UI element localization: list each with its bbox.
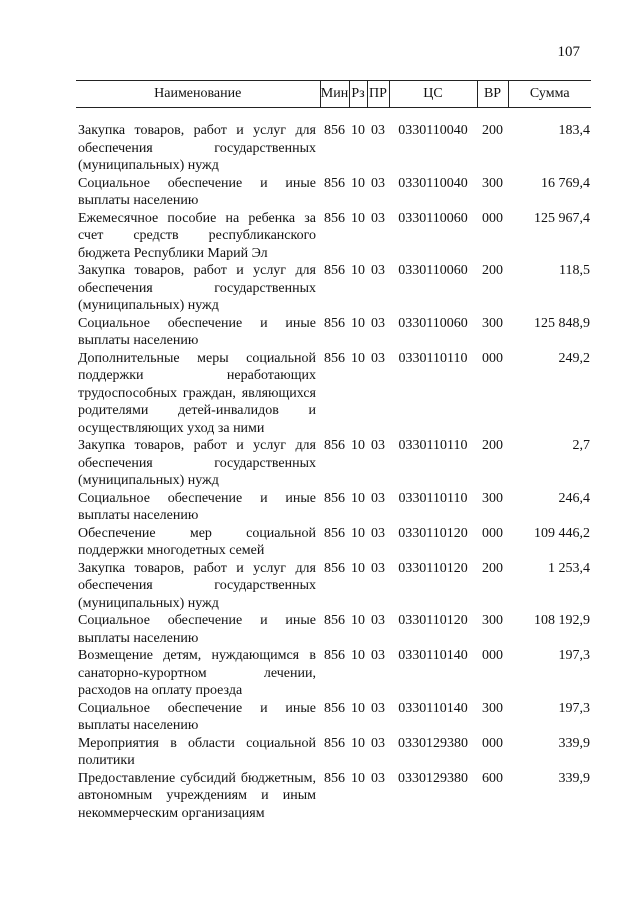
row-min: 856 bbox=[324, 175, 345, 191]
row-name: Закупка товаров, работ и услуг для обеспечения государственных (муниципальных) нужд bbox=[78, 438, 316, 488]
table-row bbox=[76, 525, 591, 560]
row-pr: 03 bbox=[371, 123, 385, 138]
row-rz: 10 bbox=[351, 700, 365, 716]
row-min: 856 bbox=[324, 560, 345, 576]
row-rz: 10 bbox=[351, 123, 365, 138]
row-sum: 197,3 bbox=[558, 700, 590, 716]
row-name: Закупка товаров, работ и услуг для обеспечения государственных (муниципальных) нужд bbox=[78, 263, 316, 313]
row-cs: 0330110060 bbox=[398, 315, 468, 331]
row-cs: 0330110040 bbox=[398, 175, 468, 191]
row-cs: 0330110060 bbox=[398, 263, 468, 278]
row-sum: 108 192,9 bbox=[534, 613, 590, 628]
row-name: Дополнительные меры социальной поддержки неработающих трудоспособных граждан, являющихся родителями детей-инвалидов и осуществляющих уход за ними bbox=[78, 350, 316, 436]
row-cs: 0330110120 bbox=[398, 613, 468, 628]
row-pr: 03 bbox=[371, 438, 385, 453]
table-row bbox=[76, 210, 591, 263]
row-pr: 03 bbox=[371, 175, 385, 191]
row-name: Предоставление субсидий бюджетным, автономным учреждениям и иным некоммерческим организациям bbox=[78, 770, 316, 821]
row-rz: 10 bbox=[351, 438, 365, 453]
row-sum: 183,4 bbox=[558, 123, 590, 138]
row-vr: 000 bbox=[482, 350, 503, 366]
row-vr: 300 bbox=[482, 700, 503, 716]
row-vr: 200 bbox=[482, 560, 503, 576]
table-row bbox=[76, 735, 591, 770]
row-name: Социальное обеспечение и иные выплаты населению bbox=[78, 490, 316, 523]
row-pr: 03 bbox=[371, 350, 385, 366]
row-sum: 249,2 bbox=[558, 350, 590, 366]
table-row bbox=[76, 437, 591, 490]
table-row bbox=[76, 490, 591, 525]
table-row bbox=[76, 560, 591, 613]
row-min: 856 bbox=[324, 613, 345, 628]
row-sum: 125 967,4 bbox=[534, 210, 590, 226]
row-rz: 10 bbox=[351, 525, 365, 541]
row-vr: 300 bbox=[482, 613, 503, 628]
row-name: Мероприятия в области социальной политики bbox=[78, 735, 316, 768]
row-rz: 10 bbox=[351, 175, 365, 191]
row-rz: 10 bbox=[351, 490, 365, 506]
row-cs: 0330110120 bbox=[398, 560, 468, 576]
row-pr: 03 bbox=[371, 560, 385, 576]
row-sum: 16 769,4 bbox=[541, 175, 590, 191]
row-cs: 0330110120 bbox=[398, 525, 468, 541]
row-name: Закупка товаров, работ и услуг для обеспечения государственных (муниципальных) нужд bbox=[78, 123, 316, 173]
row-min: 856 bbox=[324, 438, 345, 453]
row-pr: 03 bbox=[371, 770, 385, 786]
row-min: 856 bbox=[324, 350, 345, 366]
row-vr: 300 bbox=[482, 315, 503, 331]
row-pr: 03 bbox=[371, 210, 385, 226]
header-rz: Рз bbox=[349, 81, 367, 108]
row-rz: 10 bbox=[351, 648, 365, 663]
table-row bbox=[76, 700, 591, 735]
row-vr: 000 bbox=[482, 648, 503, 663]
row-cs: 0330129380 bbox=[398, 770, 468, 786]
row-name: Социальное обеспечение и иные выплаты населению bbox=[78, 613, 316, 646]
row-cs: 0330129380 bbox=[398, 735, 468, 751]
row-name: Социальное обеспечение и иные выплаты населению bbox=[78, 700, 316, 733]
row-rz: 10 bbox=[351, 263, 365, 278]
row-pr: 03 bbox=[371, 315, 385, 331]
row-sum: 339,9 bbox=[558, 770, 590, 786]
row-pr: 03 bbox=[371, 263, 385, 278]
row-rz: 10 bbox=[351, 613, 365, 628]
row-sum: 197,3 bbox=[558, 648, 590, 663]
row-pr: 03 bbox=[371, 648, 385, 663]
row-min: 856 bbox=[324, 770, 345, 786]
row-cs: 0330110040 bbox=[398, 123, 468, 138]
row-cs: 0330110140 bbox=[398, 700, 468, 716]
row-vr: 200 bbox=[482, 263, 503, 278]
header-min: Мин bbox=[320, 81, 349, 108]
row-vr: 000 bbox=[482, 525, 503, 541]
row-sum: 339,9 bbox=[558, 735, 590, 751]
row-rz: 10 bbox=[351, 315, 365, 331]
table-row bbox=[76, 612, 591, 647]
table-body bbox=[76, 108, 591, 823]
header-name: Наименование bbox=[76, 81, 320, 108]
row-rz: 10 bbox=[351, 735, 365, 751]
row-rz: 10 bbox=[351, 210, 365, 226]
table-row bbox=[76, 315, 591, 350]
row-sum: 246,4 bbox=[558, 490, 590, 506]
row-min: 856 bbox=[324, 315, 345, 331]
header-vr: ВР bbox=[477, 81, 508, 108]
row-sum: 109 446,2 bbox=[534, 525, 590, 541]
row-pr: 03 bbox=[371, 700, 385, 716]
budget-table bbox=[76, 80, 591, 822]
row-vr: 000 bbox=[482, 210, 503, 226]
table-row bbox=[76, 647, 591, 700]
row-pr: 03 bbox=[371, 735, 385, 751]
row-vr: 000 bbox=[482, 735, 503, 751]
table-row bbox=[76, 350, 591, 438]
row-sum: 2,7 bbox=[572, 438, 590, 453]
row-name: Возмещение детям, нуждающимся в санаторно-курортном лечении, расходов на оплату проезда bbox=[78, 648, 316, 698]
row-sum: 1 253,4 bbox=[548, 560, 590, 576]
row-sum: 118,5 bbox=[559, 263, 590, 278]
row-min: 856 bbox=[324, 735, 345, 751]
row-vr: 300 bbox=[482, 175, 503, 191]
row-vr: 200 bbox=[482, 123, 503, 138]
row-min: 856 bbox=[324, 525, 345, 541]
row-min: 856 bbox=[324, 210, 345, 226]
header-sum: Сумма bbox=[508, 81, 591, 108]
row-cs: 0330110060 bbox=[398, 210, 468, 226]
table-header bbox=[76, 81, 591, 108]
row-cs: 0330110140 bbox=[398, 648, 468, 663]
row-cs: 0330110110 bbox=[398, 490, 468, 506]
row-pr: 03 bbox=[371, 490, 385, 506]
row-min: 856 bbox=[324, 123, 345, 138]
row-pr: 03 bbox=[371, 525, 385, 541]
table-row bbox=[76, 770, 591, 823]
row-name: Закупка товаров, работ и услуг для обеспечения государственных (муниципальных) нужд bbox=[78, 560, 316, 611]
row-rz: 10 bbox=[351, 770, 365, 786]
row-name: Обеспечение мер социальной поддержки многодетных семей bbox=[78, 525, 316, 558]
row-rz: 10 bbox=[351, 560, 365, 576]
row-name: Социальное обеспечение и иные выплаты населению bbox=[78, 315, 316, 348]
page-number: 107 bbox=[557, 44, 580, 60]
row-cs: 0330110110 bbox=[398, 350, 468, 366]
row-name: Социальное обеспечение и иные выплаты населению bbox=[78, 175, 316, 208]
row-vr: 300 bbox=[482, 490, 503, 506]
row-pr: 03 bbox=[371, 613, 385, 628]
row-cs: 0330110110 bbox=[398, 438, 468, 453]
table-row bbox=[76, 175, 591, 210]
row-min: 856 bbox=[324, 648, 345, 663]
row-rz: 10 bbox=[351, 350, 365, 366]
row-sum: 125 848,9 bbox=[534, 315, 590, 331]
header-pr: ПР bbox=[367, 81, 389, 108]
table-row bbox=[76, 122, 591, 175]
table-row bbox=[76, 262, 591, 315]
row-min: 856 bbox=[324, 490, 345, 506]
row-vr: 200 bbox=[482, 438, 503, 453]
row-vr: 600 bbox=[482, 770, 503, 786]
row-min: 856 bbox=[324, 263, 345, 278]
header-cs: ЦС bbox=[389, 81, 477, 108]
row-name: Ежемесячное пособие на ребенка за счет средств республиканского бюджета Республики Марий Эл bbox=[78, 210, 316, 261]
row-min: 856 bbox=[324, 700, 345, 716]
